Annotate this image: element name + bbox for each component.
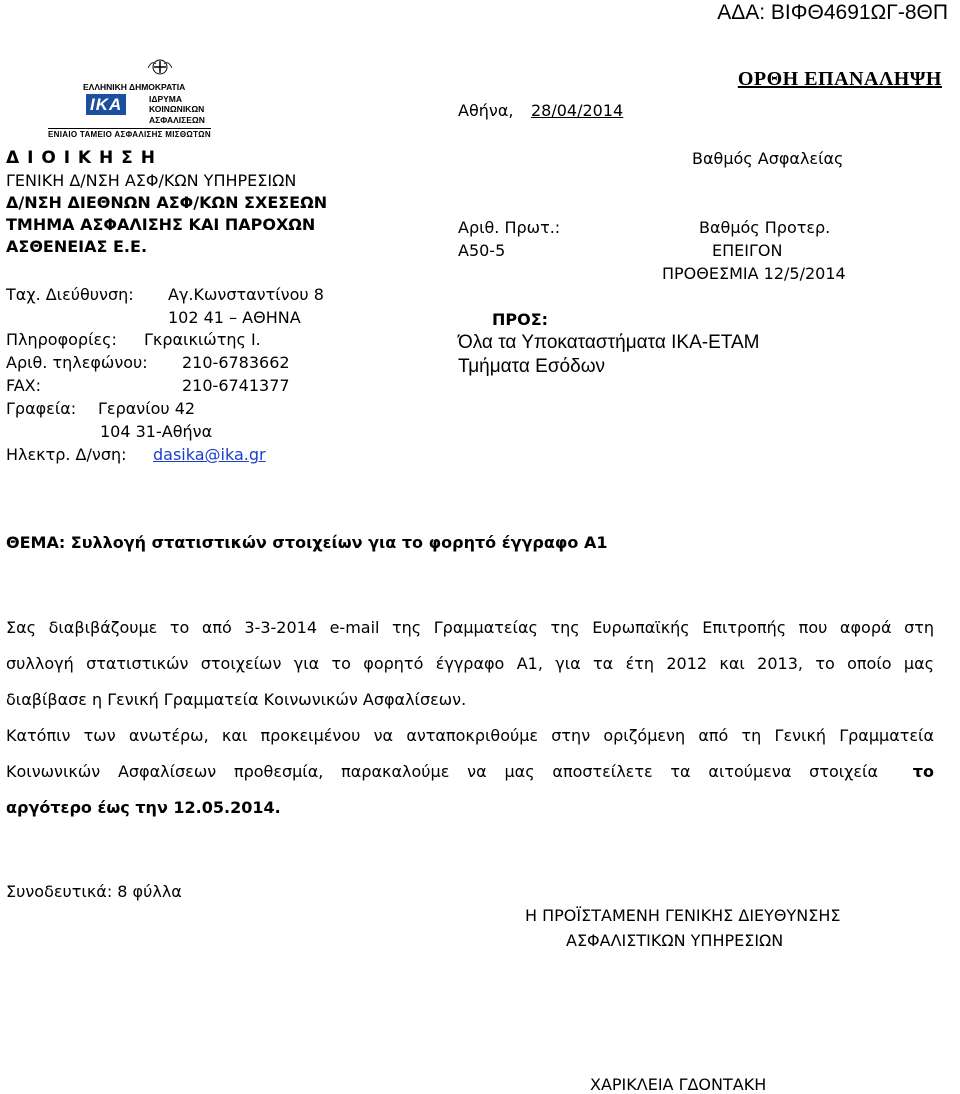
address-value: Αγ.Κωνσταντίνου 8	[168, 285, 324, 304]
recipient-line-2: Τμήματα Εσόδων	[458, 356, 606, 377]
protocol-label: Αριθ. Πρωτ.:	[458, 218, 561, 237]
signatory-name: ΧΑΡΙΚΛΕΙΑ ΓΔΟΝΤΑΚΗ	[590, 1075, 767, 1094]
fax-label: FAX:	[6, 376, 42, 395]
logo-line-2: ΙΔΡΥΜΑ	[149, 94, 183, 104]
body-p1-line-3: διαβίβασε η Γενική Γραμματεία Κοινωνικών Ασφαλίσεων.	[6, 690, 467, 709]
ika-mark: IKA	[86, 94, 126, 115]
body-p2-line-2-text: Κοινωνικών Ασφαλίσεων προθεσμία, παρακαλούμε να μας αποστείλετε τα αιτούμενα στοιχεία	[6, 762, 878, 781]
correction-heading: ΟΡΘΗ ΕΠΑΝΑΛΗΨΗ	[737, 68, 942, 90]
sender-line-2: Δ/ΝΣΗ ΔΙΕΘΝΩΝ ΑΣΦ/ΚΩΝ ΣΧΕΣΕΩΝ	[6, 193, 328, 212]
phone-value: 210-6783662	[182, 353, 290, 372]
letter-date: 28/04/2014	[531, 101, 624, 120]
email-link[interactable]: dasika@ika.gr	[153, 445, 266, 464]
recipient-line-1: Όλα τα Υποκαταστήματα ΙΚΑ-ΕΤΑΜ	[458, 332, 760, 353]
body-p2-line-1: Κατόπιν των ανωτέρω, και προκειμένου να ανταποκριθούμε στην οριζόμενη από τη Γενική Γραμματεία	[6, 726, 934, 745]
attachments: Συνοδευτικά: 8 φύλλα	[6, 882, 182, 901]
phone-label: Αριθ. τηλεφώνου:	[6, 353, 148, 372]
coat-of-arms-icon	[130, 58, 190, 78]
sender-line-1: ΓΕΝΙΚΗ Δ/ΝΣΗ ΑΣΦ/ΚΩΝ ΥΠΗΡΕΣΙΩΝ	[6, 171, 297, 190]
offices-value: Γερανίου 42	[98, 399, 196, 418]
sender-line-3: ΤΜΗΜΑ ΑΣΦΑΛΙΣΗΣ ΚΑΙ ΠΑΡΟΧΩΝ	[6, 215, 316, 234]
ada-code: ΑΔΑ: ΒΙΦΘ4691ΩΓ-8ΘΠ	[717, 1, 948, 24]
body-p1-line-1: Σας διαβιβάζουμε το από 3-3-2014 e-mail της Γραμματείας της Ευρωπαϊκής Επιτροπής που αφορά στη	[6, 618, 934, 637]
fax-value: 210-6741377	[182, 376, 290, 395]
body-p2-line-2	[6, 754, 934, 790]
body-p1-line-2: συλλογή στατιστικών στοιχείων για το φορητό έγγραφο Α1, για τα έτη 2012 και 2013, το οποίο μας	[6, 654, 934, 673]
email-label: Ηλεκτρ. Δ/νση:	[6, 445, 127, 464]
logo-line-3: ΚΟΙΝΩΝΙΚΩΝ	[149, 104, 205, 114]
ika-logo	[48, 58, 263, 138]
logo-bottom-line: ΕΝΙΑΙΟ ΤΑΜΕΙΟ ΑΣΦΑΛΙΣΗΣ ΜΙΣΘΩΤΩΝ	[48, 130, 211, 139]
sender-title: Δ Ι Ο Ι Κ Η Σ Η	[6, 148, 156, 168]
recipient-label: ΠΡΟΣ:	[492, 310, 549, 329]
body-p2-line-3: αργότερο έως την 12.05.2014.	[6, 798, 281, 817]
signature-title-2: ΑΣΦΑΛΙΣΤΙΚΩΝ ΥΠΗΡΕΣΙΩΝ	[566, 931, 784, 950]
postal-code: 102 41 – ΑΘΗΝΑ	[168, 308, 301, 327]
priority-label: Βαθμός Προτερ.	[699, 218, 831, 237]
priority-value: ΕΠΕΙΓΟΝ	[712, 241, 783, 260]
protocol-value: Α50-5	[458, 241, 506, 260]
subject: ΘΕΜΑ: Συλλογή στατιστικών στοιχείων για το φορητό έγγραφο Α1	[6, 533, 608, 552]
body-p2-line-2-bold: το	[912, 762, 934, 781]
signature-title-1: Η ΠΡΟΪΣΤΑΜΕΝΗ ΓΕΝΙΚΗΣ ΔΙΕΥΘΥΝΣΗΣ	[525, 906, 841, 925]
info-label: Πληροφορίες:	[6, 330, 117, 349]
deadline: ΠΡΟΘΕΣΜΙΑ 12/5/2014	[662, 264, 846, 283]
address-label: Ταχ. Διεύθυνση:	[6, 285, 134, 304]
logo-line-1: ΕΛΛΗΝΙΚΗ ΔΗΜΟΚΡΑΤΙΑ	[83, 82, 186, 92]
security-label: Βαθμός Ασφαλείας	[692, 149, 844, 168]
logo-line-4: ΑΣΦΑΛΙΣΕΩΝ	[149, 115, 205, 125]
place: Αθήνα,	[458, 101, 514, 120]
offices-postal: 104 31-Αθήνα	[100, 422, 213, 441]
offices-label: Γραφεία:	[6, 399, 77, 418]
sender-line-4: ΑΣΘΕΝΕΙΑΣ Ε.Ε.	[6, 237, 148, 256]
info-value: Γκραικιώτης Ι.	[144, 330, 261, 349]
